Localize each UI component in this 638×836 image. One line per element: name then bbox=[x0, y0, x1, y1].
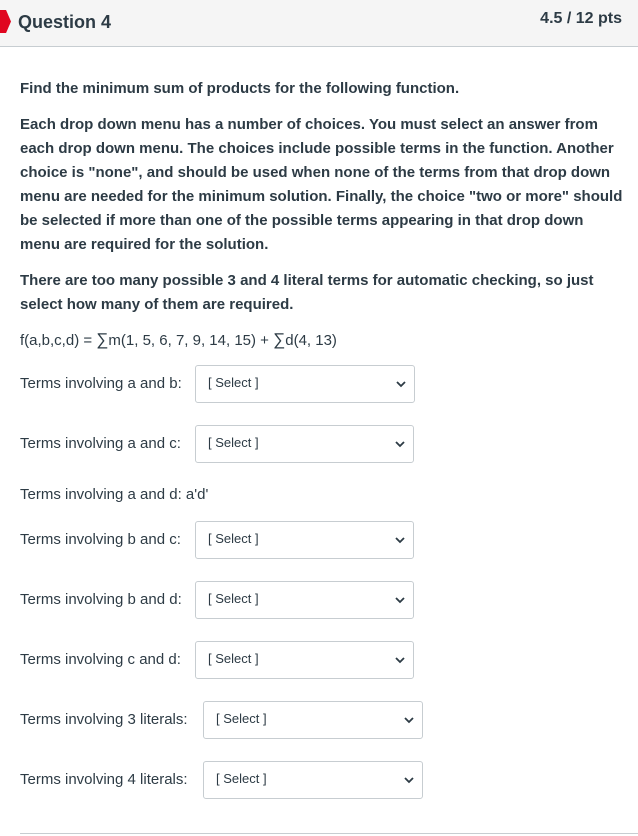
answer-row-ad bbox=[20, 476, 624, 514]
answer-row-bc bbox=[20, 521, 624, 559]
sum-symbol: ∑ bbox=[96, 330, 109, 349]
select-ac[interactable] bbox=[195, 425, 414, 463]
select-value: [ Select ] bbox=[208, 591, 259, 606]
row-label: Terms involving a and c: bbox=[20, 435, 181, 452]
chevron-down-icon bbox=[395, 655, 405, 665]
select-cd[interactable] bbox=[195, 641, 414, 679]
answer-row-4-literals bbox=[20, 761, 624, 799]
row-label: Terms involving c and d: bbox=[20, 651, 181, 668]
row-label: Terms involving 3 literals: bbox=[20, 711, 188, 728]
select-ab[interactable] bbox=[195, 365, 415, 403]
formula-lhs: f(a,b,c,d) = bbox=[20, 332, 97, 349]
select-4-literals[interactable] bbox=[203, 761, 423, 799]
question-points: 4.5 / 12 pts bbox=[540, 10, 622, 27]
select-value: [ Select ] bbox=[208, 435, 259, 450]
row-label: Terms involving a and d: a'd' bbox=[20, 486, 209, 503]
formula-plus: + bbox=[256, 332, 274, 349]
formula-minterms: m(1, 5, 6, 7, 9, 14, 15) bbox=[108, 332, 256, 349]
select-value: [ Select ] bbox=[208, 651, 259, 666]
select-value: [ Select ] bbox=[216, 711, 267, 726]
chevron-down-icon bbox=[395, 439, 405, 449]
answer-row-ac bbox=[20, 425, 624, 463]
row-label: Terms involving a and b: bbox=[20, 375, 182, 392]
answer-row-3-literals bbox=[20, 701, 624, 739]
chevron-down-icon bbox=[395, 535, 405, 545]
chevron-down-icon bbox=[404, 775, 414, 785]
answer-row-bd bbox=[20, 581, 624, 619]
question-instructions: Each drop down menu has a number of choices. You must select an answer from each drop down menu. The choices include possible terms in the function. Another choice is "none", and should be used when none of the terms from that drop down menu are needed for the minimum solution. Finally, the choice "two or more" should be selected if more than one of the possible terms appearing in that drop down menu are required for the solution. bbox=[20, 116, 623, 253]
question-title: Question 4 bbox=[18, 12, 112, 32]
row-label: Terms involving 4 literals: bbox=[20, 771, 188, 788]
row-label: Terms involving b and d: bbox=[20, 591, 182, 608]
row-label: Terms involving b and c: bbox=[20, 531, 181, 548]
sum-symbol: ∑ bbox=[273, 330, 286, 349]
answer-row-cd bbox=[20, 641, 624, 679]
chevron-down-icon bbox=[404, 715, 414, 725]
chevron-down-icon bbox=[395, 595, 405, 605]
question-note: There are too many possible 3 and 4 literal terms for automatic checking, so just select how many of them are required. bbox=[20, 272, 594, 313]
select-value: [ Select ] bbox=[216, 771, 267, 786]
select-value: [ Select ] bbox=[208, 531, 259, 546]
function-formula bbox=[20, 330, 337, 350]
chevron-down-icon bbox=[396, 379, 406, 389]
select-3-literals[interactable] bbox=[203, 701, 423, 739]
answer-row-ab bbox=[20, 365, 624, 403]
question-header bbox=[0, 0, 638, 47]
select-bc[interactable] bbox=[195, 521, 414, 559]
formula-dontcares: d(4, 13) bbox=[285, 332, 337, 349]
flag-icon[interactable] bbox=[0, 10, 11, 33]
select-bd[interactable] bbox=[195, 581, 414, 619]
question-intro: Find the minimum sum of products for the following function. bbox=[20, 80, 460, 97]
select-value: [ Select ] bbox=[208, 375, 259, 390]
footer-divider bbox=[20, 833, 638, 834]
